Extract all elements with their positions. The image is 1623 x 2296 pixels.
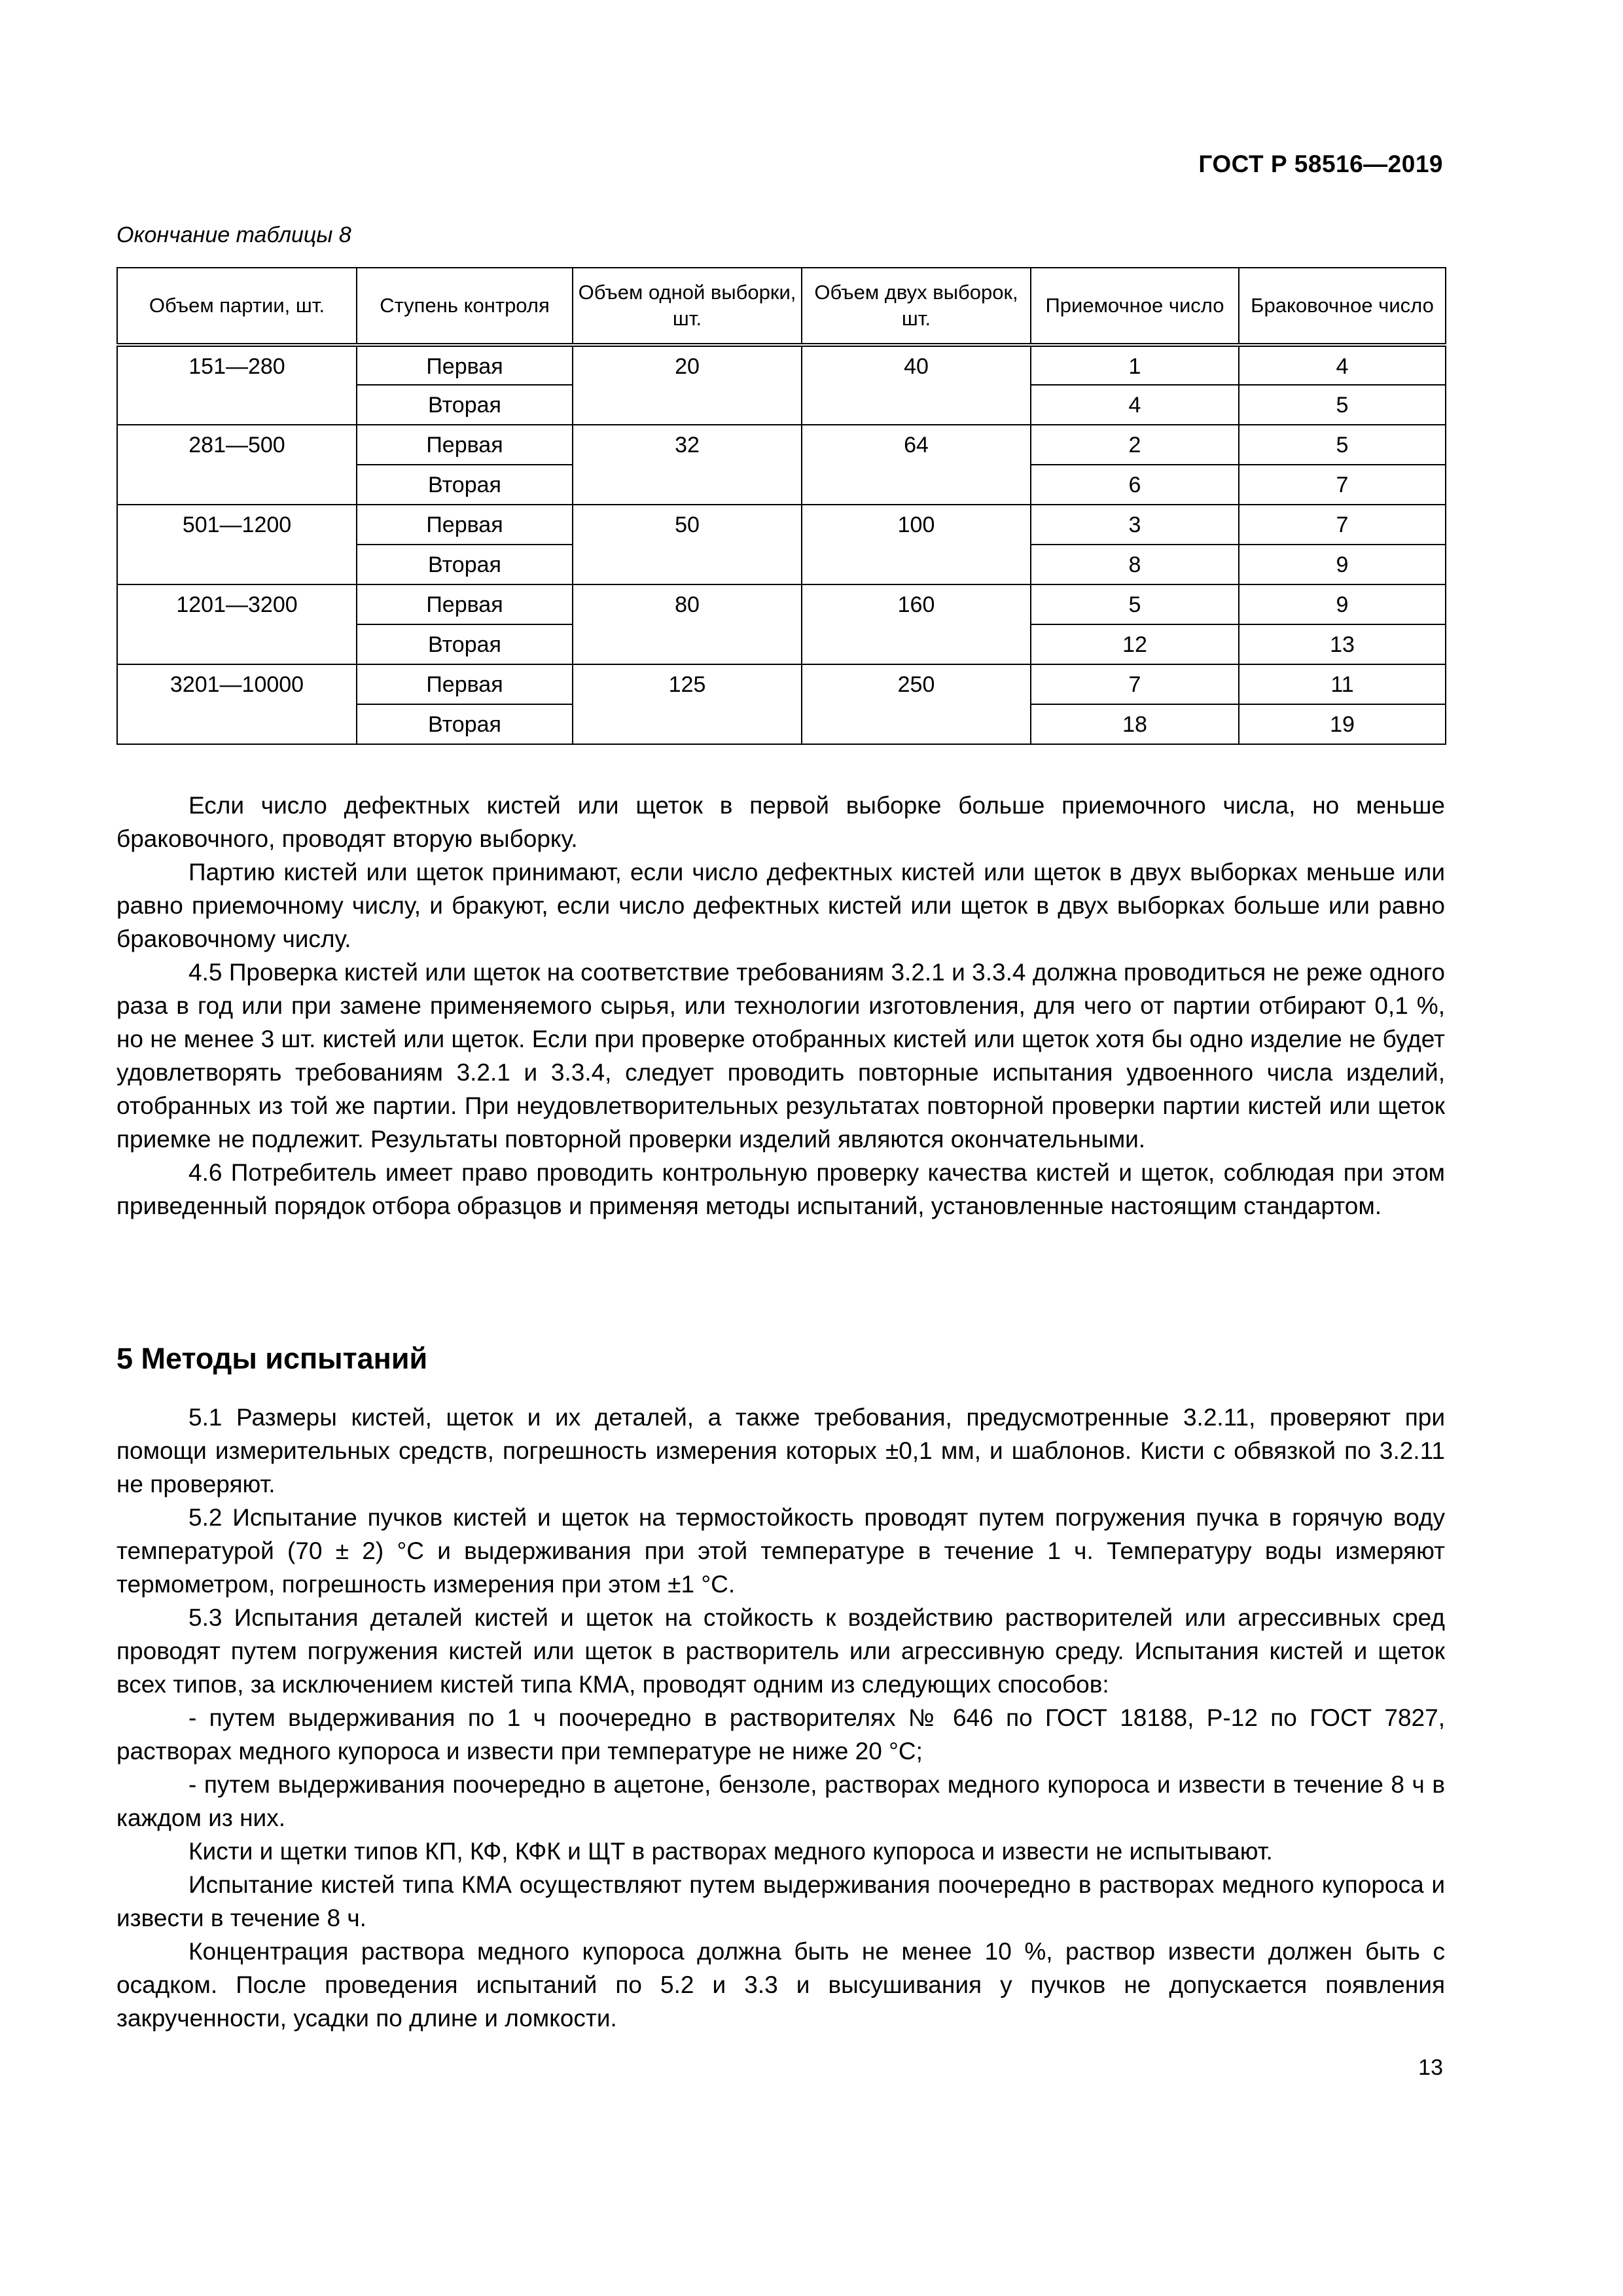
stage-cell: Первая bbox=[357, 345, 573, 385]
list-item: - путем выдерживания по 1 ч поочередно в растворителях № 646 по ГОСТ 18188, Р-12 по ГОСТ 7827, растворах медного купороса и извести при температуре не ниже 20 °С; bbox=[116, 1704, 1445, 1765]
stage-cell: Вторая bbox=[357, 545, 573, 584]
acceptance-cell: 8 bbox=[1031, 545, 1239, 584]
section-heading: 5 Методы испытаний bbox=[116, 1342, 428, 1375]
list-item: - путем выдерживания поочередно в ацетоне, бензоле, растворах медного купороса и извести в течение 8 ч в каждом из них. bbox=[116, 1771, 1445, 1831]
table-row bbox=[117, 584, 1446, 624]
rejection-cell: 9 bbox=[1239, 545, 1446, 584]
acceptance-cell: 1 bbox=[1031, 345, 1239, 385]
page-number: 13 bbox=[1418, 2055, 1443, 2080]
stage-cell: Вторая bbox=[357, 704, 573, 744]
header-control-stage: Ступень контроля bbox=[357, 268, 573, 345]
table-row bbox=[117, 505, 1446, 545]
paragraph: Концентрация раствора медного купороса должна быть не менее 10 %, раствор извести должен быть с осадком. После проведения испытаний по 5.2 и 3.3 и высушивания у пучков не допускается появления закрученности, усадки по длине и ломкости. bbox=[116, 1938, 1445, 2032]
stage-cell: Первая bbox=[357, 584, 573, 624]
rejection-cell: 7 bbox=[1239, 465, 1446, 505]
lot-size-cell: 3201—10000 bbox=[117, 664, 357, 744]
acceptance-cell: 5 bbox=[1031, 584, 1239, 624]
stage-cell: Первая bbox=[357, 505, 573, 545]
lot-size-cell: 151—280 bbox=[117, 345, 357, 425]
paragraphs-block-a bbox=[116, 789, 1445, 1223]
paragraph: 5.1 Размеры кистей, щеток и их деталей, а также требования, предусмотренные 3.2.11, проверяют при помощи измерительных средств, погрешность измерения которых ±0,1 мм, и шаблонов. Кисти с обвязкой по 3.2.11 не проверяют. bbox=[116, 1404, 1445, 1498]
stage-cell: Вторая bbox=[357, 465, 573, 505]
header-acceptance-number: Приемочное число bbox=[1031, 268, 1239, 345]
stage-cell: Первая bbox=[357, 425, 573, 465]
lot-size-cell: 501—1200 bbox=[117, 505, 357, 584]
lot-size-cell: 1201—3200 bbox=[117, 584, 357, 664]
header-lot-size: Объем партии, шт. bbox=[117, 268, 357, 345]
stage-cell: Вторая bbox=[357, 385, 573, 425]
acceptance-cell: 18 bbox=[1031, 704, 1239, 744]
header-one-sample: Объем одной выборки, шт. bbox=[573, 268, 802, 345]
stage-cell: Вторая bbox=[357, 624, 573, 664]
paragraph: Партию кистей или щеток принимают, если число дефектных кистей или щеток в двух выборках меньше или равно приемочному числу, и бракуют, если число дефектных кистей или щеток в двух выборках больше или равно браковочному числу. bbox=[116, 859, 1445, 952]
acceptance-cell: 3 bbox=[1031, 505, 1239, 545]
lot-size-cell: 281—500 bbox=[117, 425, 357, 505]
rejection-cell: 5 bbox=[1239, 425, 1446, 465]
rejection-cell: 5 bbox=[1239, 385, 1446, 425]
paragraph: Кисти и щетки типов КП, КФ, КФК и ЩТ в растворах медного купороса и извести не испытывают. bbox=[188, 1838, 1273, 1865]
acceptance-cell: 6 bbox=[1031, 465, 1239, 505]
rejection-cell: 9 bbox=[1239, 584, 1446, 624]
acceptance-cell: 2 bbox=[1031, 425, 1239, 465]
rejection-cell: 4 bbox=[1239, 345, 1446, 385]
one-sample-cell: 20 bbox=[573, 345, 802, 425]
header-rejection-number: Браковочное число bbox=[1239, 268, 1446, 345]
acceptance-cell: 7 bbox=[1031, 664, 1239, 704]
table-header-row bbox=[117, 268, 1446, 345]
one-sample-cell: 80 bbox=[573, 584, 802, 664]
rejection-cell: 19 bbox=[1239, 704, 1446, 744]
paragraph: Если число дефектных кистей или щеток в первой выборке больше приемочного числа, но меньше браковочного, проводят вторую выборку. bbox=[116, 792, 1445, 852]
paragraph: 5.3 Испытания деталей кистей и щеток на стойкость к воздействию растворителей или агрессивных сред проводят путем погружения кистей или щеток в растворитель или агрессивную среду. Испытания кистей и щеток всех типов, за исключением кистей типа КМА, проводят одним из следующих способов: bbox=[116, 1604, 1445, 1698]
paragraph: Испытание кистей типа КМА осуществляют путем выдерживания поочередно в растворах медного купороса и извести в течение 8 ч. bbox=[116, 1871, 1445, 1931]
acceptance-cell: 12 bbox=[1031, 624, 1239, 664]
paragraph: 4.5 Проверка кистей или щеток на соответствие требованиям 3.2.1 и 3.3.4 должна проводиться не реже одного раза в год или при замене применяемого сырья, или технологии изготовления, для чего от партии отбирают 0,1 %, но не менее 3 шт. кистей или щеток. Если при проверке отобранных кистей или щеток хотя бы одно изделие не будет удовлетворять требованиям 3.2.1 и 3.3.4, следует проводить повторные испытания удвоенного числа изделий, отобранных из той же партии. При неудовлетворительных результатах повторной проверки партии кистей или щеток приемке не подлежит. Результаты повторной проверки изделий являются окончательными. bbox=[116, 959, 1445, 1153]
rejection-cell: 13 bbox=[1239, 624, 1446, 664]
rejection-cell: 7 bbox=[1239, 505, 1446, 545]
document-code: ГОСТ Р 58516—2019 bbox=[1198, 151, 1443, 177]
two-samples-cell: 160 bbox=[802, 584, 1031, 664]
one-sample-cell: 125 bbox=[573, 664, 802, 744]
table-row bbox=[117, 664, 1446, 704]
table-row bbox=[117, 345, 1446, 385]
paragraphs-block-b bbox=[116, 1401, 1445, 2035]
stage-cell: Первая bbox=[357, 664, 573, 704]
one-sample-cell: 50 bbox=[573, 505, 802, 584]
two-samples-cell: 64 bbox=[802, 425, 1031, 505]
rejection-cell: 11 bbox=[1239, 664, 1446, 704]
one-sample-cell: 32 bbox=[573, 425, 802, 505]
paragraph: 4.6 Потребитель имеет право проводить контрольную проверку качества кистей и щеток, соблюдая при этом приведенный порядок отбора образцов и применяя методы испытаний, установленные настоящим стандартом. bbox=[116, 1159, 1445, 1219]
table-row bbox=[117, 425, 1446, 465]
sampling-table bbox=[116, 267, 1446, 745]
table-caption: Окончание таблицы 8 bbox=[116, 223, 351, 247]
two-samples-cell: 40 bbox=[802, 345, 1031, 425]
two-samples-cell: 250 bbox=[802, 664, 1031, 744]
paragraph: 5.2 Испытание пучков кистей и щеток на термостойкость проводят путем погружения пучка в горячую воду температурой (70 ± 2) °С и выдерживания при этой температуре в течение 1 ч. Температуру воды измеряют термометром, погрешность измерения при этом ±1 °С. bbox=[116, 1504, 1445, 1598]
two-samples-cell: 100 bbox=[802, 505, 1031, 584]
header-two-samples: Объем двух выборок, шт. bbox=[802, 268, 1031, 345]
acceptance-cell: 4 bbox=[1031, 385, 1239, 425]
